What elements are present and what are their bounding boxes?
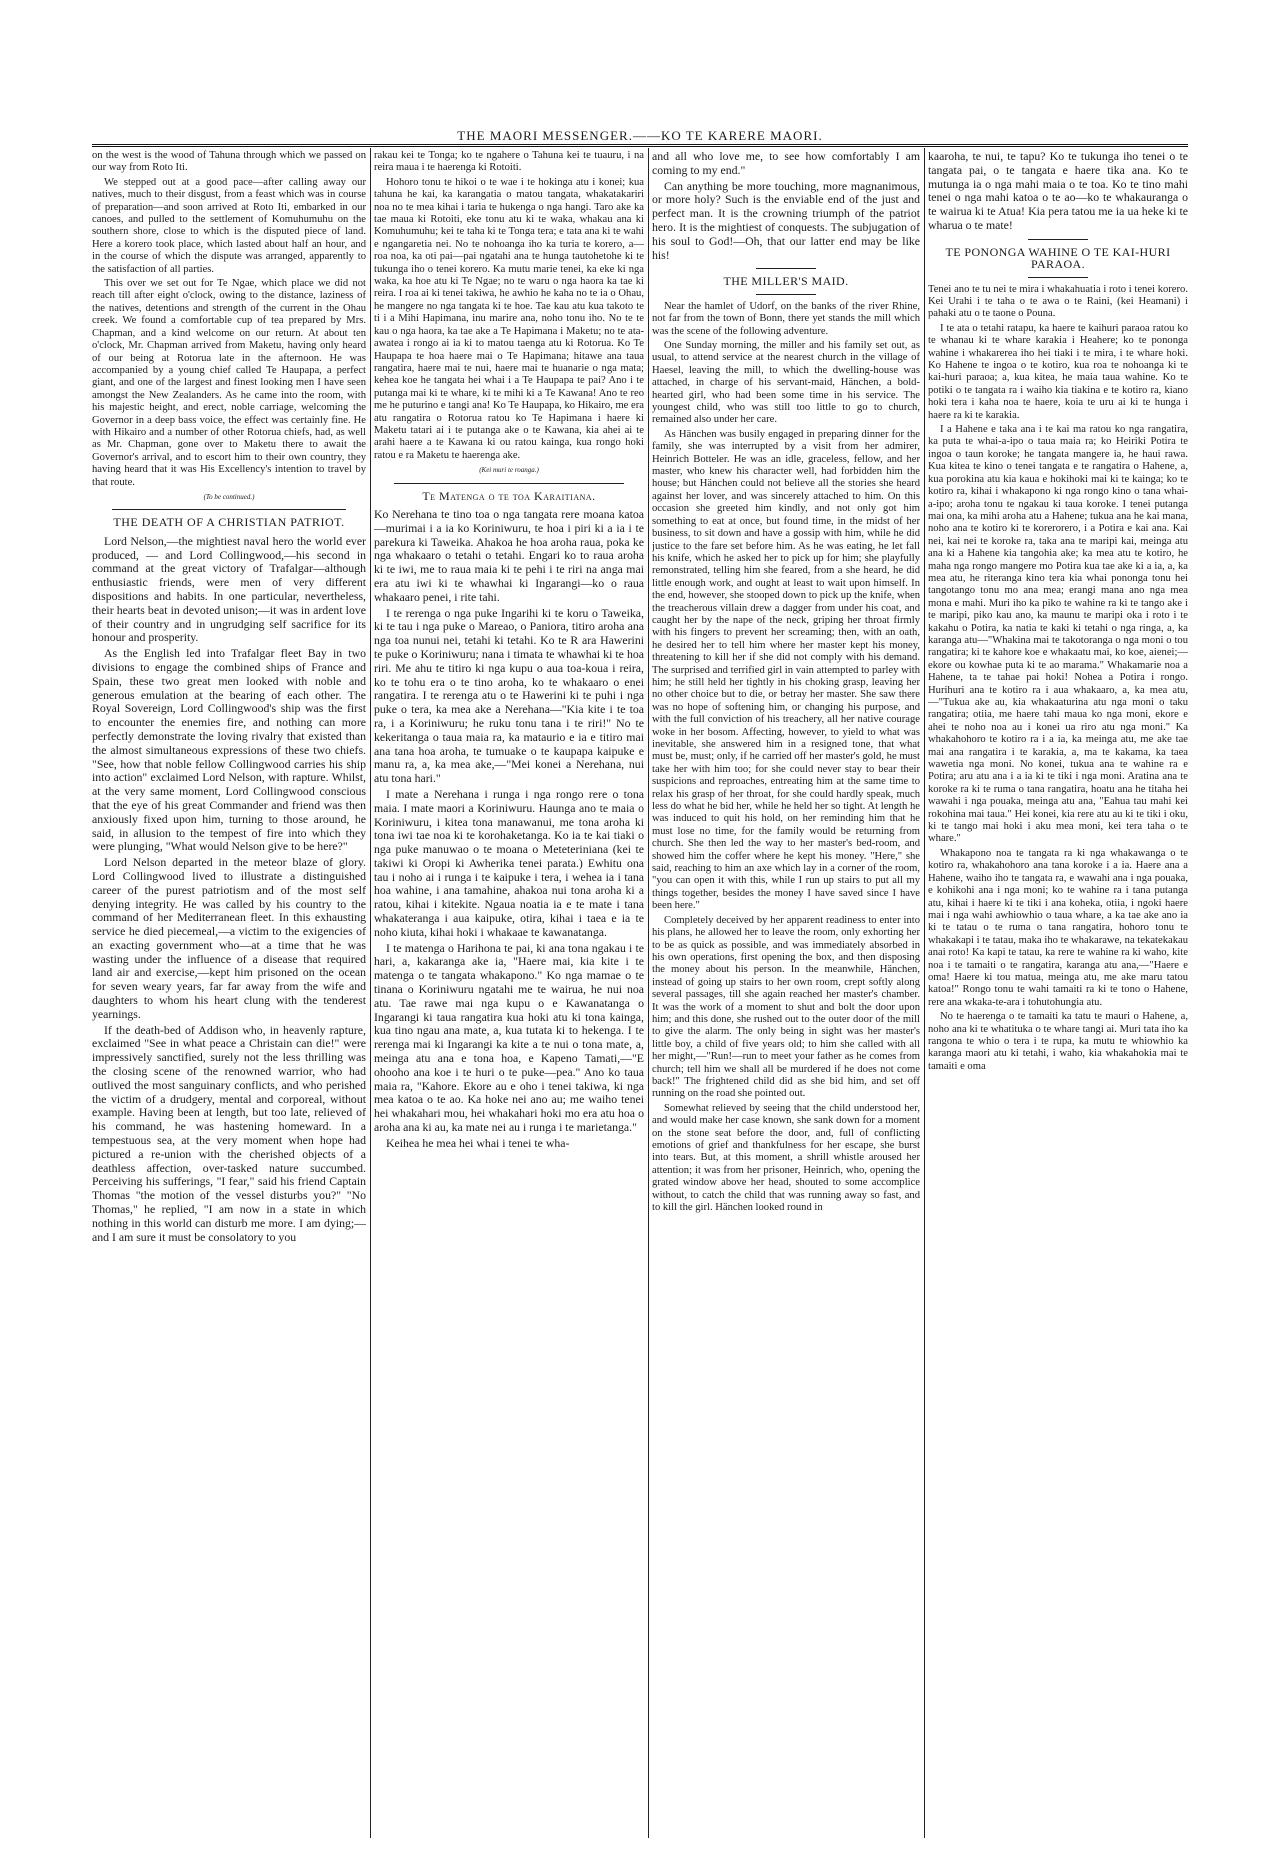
section-rule [112,509,346,510]
paragraph: I te rerenga o nga puke Ingarihi ki te koru o Taweika, ki te tau i nga puke o Mareao, o Paniora, titiro aroha ana nga toa nunui nei, tetahi ki tetahi. Ko te R ara Hawerini te puke o Koriniwuru; nana i timata te whawhai ki te hoa riri. Me ahu te titiro ki nga kupu o aua toa-koua i reira, ko te tohu era o te tino aroha, ko te whakaaro o enei rangatira. I te rerenga atu o te Hawerini ki te puhi i nga puke o tera, ka mea ake a Nerehana—"Kia kite i te toa ra, i a Koriniwuru; he ruku tonu tana i te riri!" No te kekeritanga o taua maia ra, ka mataurio e ia e titiro mai ana tana hoa aroha, te tumuake o te kaupapa kaipuke e manu ra, a, ka mea ake,—"Mei konei a Nerehana, nui atu tona hari." [374,605,644,786]
paragraph: I te matenga o Harihona te pai, ki ana tona ngakau i te hari, a, kakaranga ake ia, "Haere mai, kia kite i te matenga o te tangata whakapono." Ko nga mamae o te tinana o Koriniwuru ngatahi me te wairua, he nui noa atu. Tae rawe mai nga kupu o e Kawanatanga o Ingarangi ki taua rangatira kua hoki atu ki tona kainga, kua tino ngau ana mate, a, kua tutata ki to hekenga. I te rerenga mai ki Ingarangi ka kite a te nui o tona mate, a, meinga atu ana e tona hoa, e Kapeno Tamati,—"E ohooho ana koe i te huri o te puke—pea." Ano ko taua maia ra, "Kahore. Ekore au e oho i tenei takiwa, ki nga mea katoa o te ao. Ka hoke nei ano au; me waiho tenei hei whakahari mou, hei whakahari hoki mo era atu hoa o aroha ana ki au, ka mate nei au i runga i te marietanga." [374,940,644,1135]
paragraph: I a Hahene e taka ana i te kai ma ratou ko nga rangatira, ka puta te whai-a-ipo o taua maia ra; ko Heiriki Potira te ingoa o taun koroke; he tangata mangere ia, he haui rawa. Kua kitea te kino o tenei tangata e te rangatira o Hahene, a, kua porokina atu kia kaua e hokihoki mai ki te kainga; ko te kotiro ra, kihai i whakapono ki nga rongo kino o tana whai-a-ipo; aroha tonu te ngakau ki taua koroke. I tenei putanga mai ona, ka mihi aroha atu a Hahene; tukua ana he kai mana, noho ana te kotiro ki te korerorero, i a Potira e kai ana. Kai nei, kai nei te koroke ra, taka ana te maripi kai, meinga atu ana ki a Hahene kia tangohia ake; ka mea atu te kotiro, he maha nga rongo mangere mo Potira kua tae ake ki a ia, a, ka mea atu, he riteranga kino tera kia whai pononga tonu hei tangotango tonu mo ana mea; erangi mana ano nga mea mona e mahi. Muri iho ka piko te wahine ra ki te tango ake i te maripi, piko kau ano, ka maunu te maripi oka i roto i te kakahu o Potira, ka natia te kaki ki tetahi o nga ringa, a, ka karanga atu—"Whakina mai te takotoranga o nga moni o tou rangatira; ki te kahore koe e whakaatu mai, ko koe, aienei;—ekore ou kowhae puta ki te ao marama." Whakamarie noa a Hahene, ta te tahae pai hoki! Nohea a Potira i rongo. Hurihuri ana te kotiro ra i aua whakaaro, a, ka mea atu,—"Tukua ake au, kia whakaaturina atu nga moni o taku rangatira; otiia, me haere tahi maua ko nga moni, ekore e ahei te noho noa au i konei ua riro atu nga moni." Ka whakahohoro te kotiro ra i a ia, ka meinga atu, me ake tae mai ana rangatira i te karakia, a, ma te kakama, ka taea wawetia nga moni. No konei, tukua ana te wahine ra e Potira; aru atu ana i a ia ki te tiki i nga moni. Aratina ana te koroke ra ki te ruma o tana rangatira, hoatu ana he titaha hei wawahi i nga pouaka, meinga atu ana, "Eahua tau mahi kei rokohina mai taua." Hei konei, kia rere atu au ki te tiki i oku, ki te tango mai hoki i aku mea moni, kei tera taha o te whare." [928,424,1188,845]
paragraph: I te ata o tetahi ratapu, ka haere te kaihuri paraoa ratou ko te whanau ki te whare karakia i Heahere; ko te pononga wahine i whakarerea iho hei tiaki i te mira, i te whare hoki. Ko Hahene te ingoa o te kotiro, kua roa te nohoanga ki te kai-huri paraoa; a, kua kitea, he maia taua wahine. Ko te potiki o te tangata ra i waiho kia tiakina e te kotiro ra, kiano hoki tera i kaha noa te haere, koia te uru ai ki te hunga i haere ra ki te karakia. [928,322,1188,421]
paragraph: No te haerenga o te tamaiti ka tatu te mauri o Hahene, a, noho ana ki te whatituka o te whare tangi ai. Muri tata iho ka rangona te whio o tera i te rupa, ka mutu te whiowhio ka karanga maori atu ki tetahi, i waho, kia whakahokia mai te tamaiti e oma [928,1011,1188,1072]
paragraph: Lord Nelson,—the mightiest naval hero the world ever produced, — and Lord Collingwood,—his second in command at the great victory of Trafalgar—although enthusiastic friends, were men of very different dispositions and habits. In one particular, nevertheless, their hearts beat in devoted unison;—it was in ardent love of their country and in ungrudging self sacrifice for its honour and prosperity. [92,533,366,645]
paragraph: Tenei ano te tu nei te mira i whakahuatia i roto i tenei korero. Kei Urahi i te taha o te awa o te Raini, (kei Heamani) i pahaki atu o te taone o Pouna. [928,283,1188,320]
paragraph: Somewhat relieved by seeing that the child understood her, and would make her case known, she sank down for a moment on the stone seat before the door, and, full of conflicting emotions of grief and thankfulness for her escape, she burst into tears. But, at this moment, a shrill whistle aroused her attention; it was from her prisoner, Heinrich, who, opening the grated window above her head, shouted to some accomplice without, to catch the child that was running away so fast, and to kill the girl. Hänchen looked round in [652,1102,920,1214]
paragraph: and all who love me, to see how comfortably I am coming to my end." [652,150,920,177]
section-rule [1028,277,1088,278]
column-divider [648,148,649,1838]
paragraph: on the west is the wood of Tahuna through which we passed on our way from Roto Iti. [92,150,366,174]
paragraph: Completely deceived by her apparent readiness to enter into his plans, he allowed her to leave the room, only exhorting her to be as quick as possible, and was immediately absorbed in his own operations, first opening the box, and then disposing the money about his person. In the meanwhile, Hänchen, instead of going up stairs to her own room, crept softly along several passages, till she again reached her master's chamber. It was the work of a moment to shut and bolt the door upon him; and this done, she rushed out to the outer door of the mill to give the alarm. The only being in sight was her master's little boy, a child of five years old; to him she called with all her might,—"Run!—run to meet your father as he comes from church; tell him we shall all be murdered if he does not come back!" The frightened child did as she bid him, and set off running on the road she pointed out. [652,914,920,1100]
paragraph: Ko Nerehana te tino toa o nga tangata rere moana katoa—murimai i a ia ko Koriniwuru, te hoa i piri ki a ia i te parekura ki Taweika. Ahakoa he hoa aroha raua, poka ke nga whakaaro o tetahi o tetahi. Engari ko to raua aroha ki te iwi, me to raua maia ki te pehi i te riri na anga mai era atu iwi ki te whawhai ki Ingarangi—ko o raua whakaaro penei, i rite tahi. [374,506,644,604]
paragraph: One Sunday morning, the miller and his family set out, as usual, to attend service at the nearest church in the village of Haesel, leaving the mill, to which the dwelling-house was attached, in charge of his servant-maid, Hänchen, a bold-hearted girl, who had been some time in his service. The youngest child, who was still too little to go to church, remained also under her care. [652,340,920,426]
column-divider [370,148,371,1838]
section-rule [756,294,816,295]
paragraph: Lord Nelson departed in the meteor blaze of glory. Lord Collingwood lived to illustrate a distinguished career of the purest patriotism and of the most self denying integrity. He was called by his country to the command of her Mediterranean fleet. In this exhausting service he died piecemeal,—a victim to the exigencies of an exacting government who—at a time that he was wasting under the influence of a disease that required land air and exercise,—kept him prisoned on the ocean for seven weary years, far far away from the wife and daughters to whom his heart clung with the tenderest yearnings. [92,855,366,1021]
paragraph: Hohoro tonu te hikoi o te wae i te hokinga atu i konei; kua tahuna he kai, ka karangatia o matou tangata, whakatakariri noa no te mea kihai i taria te hukenga o nga hangi. Taro ake ka tae maua ki Rotoiti, eke tonu atu ki te waka, whakau ana ki Komuhumuhu; kei te taha ki te Tonga tera; e tata ana ki te wahi e ngangaretia nei. No te nohoanga iho ka turia te korero, a—roa noa, ka oti pai—pai ngatahi ana te hunga tautohetohe ki te tukunga iho o tenei korero. Ka mutu marie tenei, ka eke ki nga waka, ka hoe atu ki Te Ngae; no te waru o nga haora ka tae ki reira. I roa ai ki tenei takiwa, he awhio he kaha no te ia o Ohau, he mangere no nga tangata ki te hoe. Tae kau atu kua takoto te ti i a Mihi Hapimana, inu marire ana, noho tonu iho. No te te kau o nga haora, ka tae ake a Te Hapimana i Maketu; no te ata-awatea i rongo ai ia ki to matou taenga atu ki Rotorua. Ko Te Haupapa te hoa haere mai o Te Hapimana; hitawe ana taua rangatira, haere mai te nui, haere mai te huanarie o nga mata; kehea koe he tangata hei whai i a Te Haupapa te pai? Ano i te putanga mai ki te whare, ki te mihi ki a Te Kawana! Ano te reo me he puturino e tangi ana! Ko Te Haupapa, ko Hikairo, me era atu rangatira o Rotorua ratou ko Te Hapimana i haere ki Maketu tatari ai i te putanga ake o te Kawana, kia ahei ai te arahi haere a te Kawana ki ou ratou kainga, kua rongo hoki ratou e ra Maketu te haerenga ake. [374,176,644,461]
paragraph: Whakapono noa te tangata ra ki nga whakawanga o te kotiro ra, whakahohoro ana tana koroke i a ia. Haere ana a Hahene, waiho iho te tangata ra, e wawahi ana i nga pouaka, e kohikohi ana i nga moni; ko te wahine ra i tana putanga atu, kihai i haere ki te tiki i ana koheka, otiia, i ngoki haere mai i nga wahi awhiowhio o taua whare, a ka tae ake ano ia ki te tatau o te ruma o tana rangatira, hohoro tonu te whakakapi i te tatau, maka iho te whakarawe, na tekatekakau anai roto! Ka kapi te tatau, ka rere te wahine ra ki waho, kite noa i te tamaiti o te rangatira, karanga atu ana,—"Haere e oma! Haere ki tou matua, meinga atu, me ake maru tatou katoa!" Rongo tonu te wahi tamaiti ra ki te tono o Hahene, rere ana wkaka-te-ara i tohutohungia atu. [928,847,1188,1008]
column-2 [374,150,644,1830]
continued-note: (To be continued.) [203,492,255,501]
paragraph: kaaroha, te nui, te tapu? Ko te tukunga iho tenei o te tangata pai, o te tangata e haere tika ana. Ko te mutunga ia o nga mahi maia o te toa. Ko te tino mahi tenei o nga mahi katoa o te ao—ko te whakauranga o te wairua ki te Atua! Kia pera tatou me ia ua heke ki te wharua o te mate! [928,150,1188,232]
header-rule [92,144,1188,147]
paragraph: Near the hamlet of Udorf, on the banks of the river Rhine, not far from the town of Bonn, there yet stands the mill which was the scene of the following adventure. [652,300,920,337]
paragraph: This over we set out for Te Ngae, which place we did not reach till after eight o'clock, owing to the distance, laziness of the natives, detentions and strength of the current in the Ohau creek. We found a comfortable cup of tea prepared by Mrs. Chapman, and a kind welcome on our return. At about ten o'clock, Mr. Chapman arrived from Maketu, having only heard of our being at Rotorua late in the afternoon. He was accompanied by a young chief called Te Haupapa, a perfect giant, and one of the largest and finest looking men I have seen amongst the New Zealanders. As he came into the room, with his majestic height, and erect, noble carriage, welcoming the Governor in a deep bass voice, the effect was certainly fine. He with Hikairo and a number of other Rotorua chiefs, had, as well as Mr. Chapman, gone over to Maketu there to await the Governor's arrival, and to escort him to their own country, they having heard that it was His Excellency's intention to travel by that route. [92,278,366,488]
section-rule [1028,239,1088,240]
continued-note: (Kei muri te roanga.) [479,466,539,475]
article-title: Te Matenga o te toa Karaitiana. [422,488,596,503]
section-rule [394,483,624,484]
paragraph: rakau kei te Tonga; ko te ngahere o Tahuna kei te tuauru, i na reira maua i te haerenga ki Rotoiti. [374,150,644,174]
column-1 [92,150,366,1830]
paragraph: Can anything be more touching, more magnanimous, or more holy? Such is the enviable end of the just and perfect man. It is the crowning triumph of the patriot hero. It is the mightiest of conquests. The subjugation of his soul to God!—Oh, that our latter end may be like his! [652,178,920,262]
running-header: THE MAORI MESSENGER.——KO TE KARERE MAORI. [457,128,823,143]
article-title: TE PONONGA WAHINE O TE KAI-HURI PARAOA. [945,244,1171,272]
paragraph: We stepped out at a good pace—after calling away our natives, much to their disgust, from a feast which was in course of preparation—and soon arrived at Roto Iti, embarked in our canoes, and pulled to the settlement of Komuhumuhu on the southern shore, close to which is the disputed piece of land. Here a korero took place, which lasted about half an hour, and in the course of which the dispute was arranged, apparently to the satisfaction of all parties. [92,176,366,275]
paragraph: Keihea he mea hei whai i tenei te wha- [386,1135,570,1150]
paragraph: As the English led into Trafalgar fleet Bay in two divisions to engage the combined ships of France and Spain, these two great men looked with noble and generous emulation at the bearing of each other. The Royal Sovereign, Lord Collingwood's ship was the first to encounter the enemies fire, and nothing can more perfectly demonstrate the loving rivalry that existed than the almost simultaneous expressions of these two chiefs. "See, how that noble fellow Collingwood carries his ship into action" exclaimed Lord Nelson, with rapture. Whilst, at the very same moment, Lord Collingwood conscious that the eye of his great Commander and friend was then anxiously fixed upon him, turning to those around, he said, in allusion to the tempest of fire into which they were plunging, "What would Nelson give to be here?" [92,646,366,854]
section-rule [756,268,816,269]
column-3 [652,150,920,1830]
column-4 [928,150,1188,1830]
paragraph: I mate a Nerehana i runga i nga rongo rere o tona maia. I mate maori a Koriniwuru. Haunga ano te maia o Koriniwuru, i kitea tona manawanui, me tona aroha ki tona iwi tae noa ki te korohaketanga. Ko ia te kai tiaki o nga puke manuwao o te moana o Meteteriniana (kei te takiwi ki Oropi ki Awherika tenei parata.) Ewhitu ona tau i noho ai i runga i te kaipuke i tera, i wehea ia i tana hoa wahine, i ana tamahine, ahakoa nui tona aroha ki a ratou, kihai i kitekite. Ngaua noatia ia e te mate i tana whakateranga i aua kaipuke, otira, kihai i taea e ia te noho kiuta, kihai hoki i whakaae te kawanatanga. [374,786,644,939]
column-divider [924,148,925,1838]
paragraph: As Hänchen was busily engaged in preparing dinner for the family, she was interrupted by a visit from her admirer, Heinrich Botteler. He was an idle, graceless, fellow, and her master, who knew his character well, had forbidden him the house; but Hänchen could not believe all the stories she heard against her lover, and was sincerely attached to him. On this occasion she greeted him kindly, and not only got him something to eat at once, but found time, in the midst of her business, to sit down and have a gossip with him, while he did justice to the fare set before him. As he was eating, he let fall his knife, which he asked her to pick up for him; she playfully remonstrated, telling him she feared, from a she heard, he did little enough work, and ought at least to wait upon himself. In the end, however, she stooped down to pick up the knife, when the treacherous villain drew a dagger from under his coat, and caught her by the nape of the neck, griping her throat firmly with his fingers to prevent her screaming; then, with an oath, he desired her to tell him where her master kept his money, threatening to kill her if she did not comply with his demand. The surprised and terrified girl in vain attempted to parley with him; he still held her tightly in his choking grasp, leaving her no other choice but to die, or betray her master. She saw there was no hope of softening him, or changing his purpose, and with the full conviction of his treachery, all her native courage woke in her bosom. Affecting, however, to yield to what was inevitable, she answered him in a resigned tone, that what must be, must; only, if he carried off her master's gold, he must take her with him too; for she could never stay to bear their suspicions and reproaches, entreating him at the same time to relax his grasp of her throat, for she could hardly speak, much less do what he bid her, while he held her so tight. At length he was induced to quit his hold, on her reminding him that he must lose no time, for the family would be returning from church. She then led the way to her master's bed-room, and showed him the coffer where he kept his money. "Here," she said, reaching to him an axe which lay in a corner of the room, "you can open it with this, while I run up stairs to put all my things together, besides the money I have saved since I have been here." [652,428,920,912]
article-title: THE MILLER'S MAID. [723,274,849,289]
paragraph: If the death-bed of Addison who, in heavenly rapture, exclaimed "See in what peace a Christain can die!" were impressively sanctified, surely not the less thrilling was the closing scene of the renowned warrior, who had outlived the most sanguinary conflicts, and who perished the victim of a drudgery, mental and corporeal, without example. Having been at length, but too late, relieved of his command, he was hastening homeward. In a tempestuous sea, at the very moment when hope had pictured a re-union with the cherished objects of a deathless affection, over-tasked nature succumbed. Perceiving his sufferings, "I fear," said his friend Captain Thomas "the motion of the vessel disturbs you?" "No Thomas," he replied, "I am now in a state in which nothing in this world can disturb me more. I am dying;—and I am sure it must be consolatory to you [92,1022,366,1244]
article-title: THE DEATH OF A CHRISTIAN PATRIOT. [113,515,345,530]
